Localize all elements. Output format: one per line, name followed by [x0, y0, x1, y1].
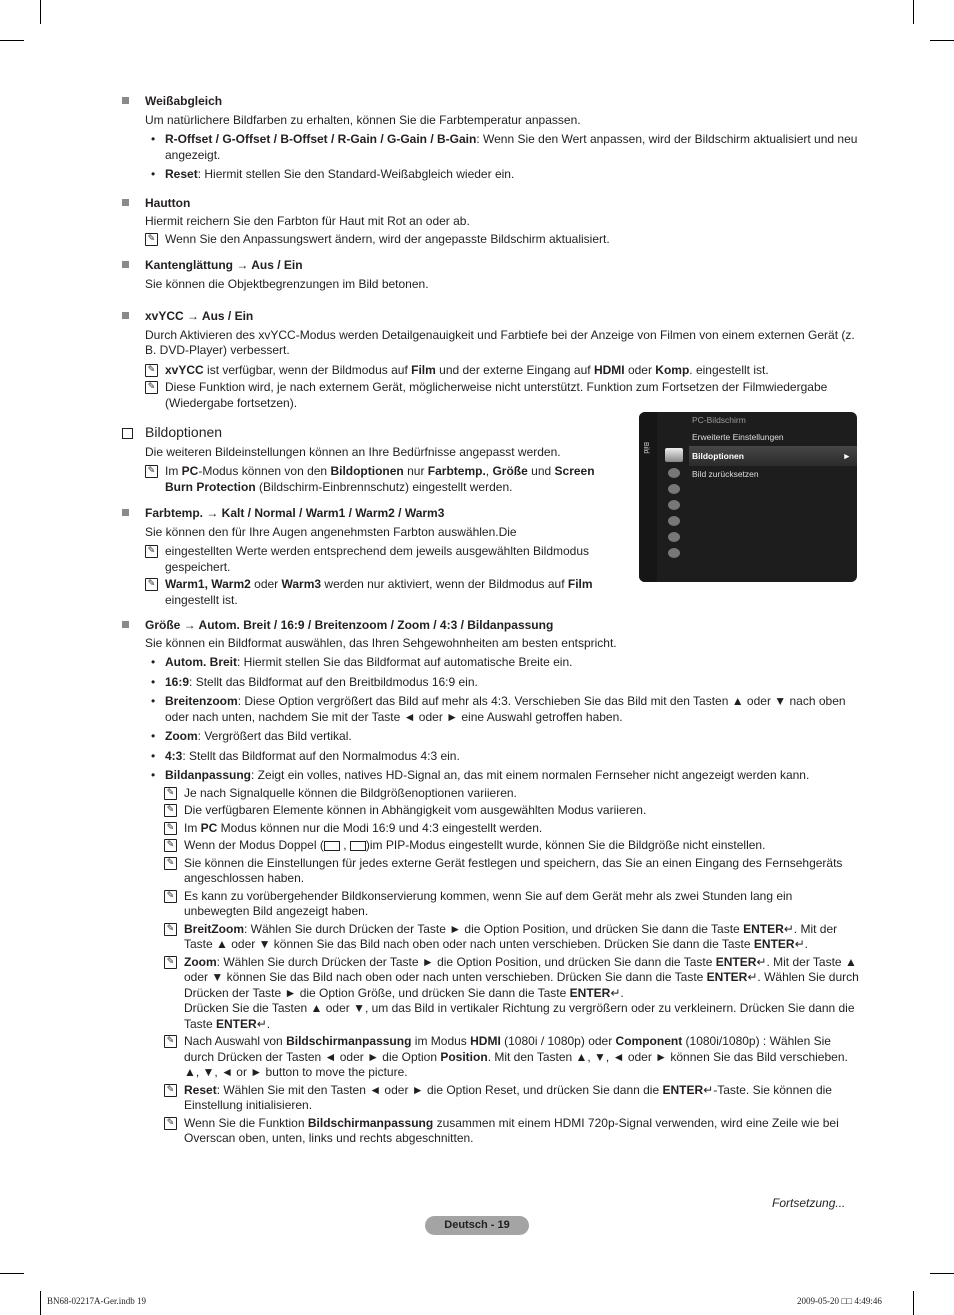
heading-bildoptionen: Bildoptionen	[122, 425, 602, 441]
note-item: ✎ Es kann zu vorübergehender Bildkonservierung kommen, wenn Sie auf dem Gerät mehr als zwei Stunden lang ein unbewegten Bild angezeigt haben.	[164, 889, 860, 920]
section-weissabgleich	[122, 94, 860, 183]
section-title: xvYCC → Aus / Ein	[145, 309, 254, 323]
crop-mark	[40, 1291, 41, 1315]
application-icon	[668, 532, 680, 542]
continuation-label: Fortsetzung...	[772, 1196, 846, 1210]
note-icon: ✎	[164, 1084, 177, 1097]
square-bullet-icon	[122, 312, 129, 319]
enter-icon: ↵	[747, 970, 758, 984]
note-icon: ✎	[145, 545, 158, 558]
menu-vertical-label: Bild	[642, 442, 649, 454]
section-desc: Sie können ein Bildformat auswählen, das Ihren Sehgewohnheiten am besten entspricht.	[145, 635, 617, 650]
menu-icons	[661, 448, 687, 564]
note-icon: ✎	[164, 956, 177, 969]
bullet-item: • 16:9: Stellt das Bildformat auf den Breitbildmodus 16:9 ein.	[145, 675, 860, 691]
section-xvycc	[122, 309, 860, 411]
arrow-right-icon: ►	[842, 451, 851, 461]
note-icon: ✎	[145, 465, 158, 478]
section-desc: Die weiteren Bildeinstellungen können an Ihre Bedürfnisse angepasst werden.	[145, 444, 561, 459]
bullet-item: • R-Offset / G-Offset / B-Offset / R-Gain / G-Gain / B-Gain: Wenn Sie den Wert anpassen, wird der Bildschirm aktualisiert und neu angezeigt.	[145, 132, 860, 163]
crop-mark	[40, 0, 41, 24]
enter-icon: ↵	[794, 937, 805, 951]
note-icon: ✎	[145, 578, 158, 591]
crop-mark	[930, 1273, 954, 1274]
setup-icon	[668, 500, 680, 510]
section-desc: Sie können den für Ihre Augen angenehmsten Farbton auswählen.Die	[145, 524, 517, 539]
tv-menu-screenshot	[639, 412, 857, 582]
note-item: ✎ Nach Auswahl von Bildschirmanpassung im Modus HDMI (1080i / 1080p) oder Component (1080i/1080p) : Wählen Sie durch Drücken der Tasten ◄ oder ► die Option Position. Mit den Tasten ▲, ▼, ◄ oder ► können Sie das Bild verschieben. ▲, ▼, ◄ or ► button to move the picture.	[164, 1034, 860, 1081]
crop-mark	[0, 1273, 24, 1274]
section-title: Größe → Autom. Breit / 16:9 / Breitenzoom / Zoom / 4:3 / Bildanpassung	[145, 618, 554, 632]
note-icon: ✎	[145, 364, 158, 377]
enter-icon: ↵	[610, 985, 621, 1000]
section-title: Farbtemp. → Kalt / Normal / Warm1 / Warm2 / Warm3	[145, 506, 445, 520]
note-item: ✎ Im PC Modus können nur die Modi 16:9 und 4:3 eingestellt werden.	[164, 821, 860, 837]
square-bullet-icon	[122, 97, 129, 104]
note-icon: ✎	[164, 857, 177, 870]
bullet-item: • Autom. Breit: Hiermit stellen Sie das Bildformat auf automatische Breite ein.	[145, 655, 860, 671]
crop-mark	[930, 40, 954, 41]
menu-item-bild-zuruecksetzen[interactable]: Bild zurücksetzen	[692, 469, 759, 479]
enter-icon: ↵	[783, 921, 794, 936]
section-desc: Sie können die Objektbegrenzungen im Bild betonen.	[145, 276, 429, 291]
footer-file: BN68-02217A-Ger.indb 19	[47, 1296, 146, 1306]
section-title: Weißabgleich	[145, 94, 223, 108]
menu-tab	[639, 412, 657, 582]
note-item: ✎ Reset: Wählen Sie mit den Tasten ◄ oder ► die Option Reset, und drücken Sie dann die ENTER↵-Taste. Sie können die Einstellung initialisieren.	[164, 1083, 860, 1114]
square-bullet-icon	[122, 199, 129, 206]
note-item: ✎ Die verfügbaren Elemente können in Abhängigkeit vom ausgewählten Modus variieren.	[164, 803, 860, 819]
note-icon: ✎	[145, 381, 158, 394]
page-content	[122, 94, 860, 1147]
square-bullet-icon	[122, 621, 129, 628]
note-item: ✎ xvYCC ist verfügbar, wenn der Bildmodus auf Film und der externe Eingang auf HDMI oder Komp. eingestellt ist.	[145, 363, 860, 379]
note-item: ✎ eingestellten Werte werden entsprechend dem jeweils ausgewählten Bildmodus gespeichert.	[145, 544, 602, 575]
note-item: ✎ Sie können die Einstellungen für jedes externe Gerät festlegen und speichern, das Sie an einen Eingang des Fernsehgeräts angeschlossen haben.	[164, 856, 860, 887]
section-hautton	[122, 196, 860, 248]
bullet-item: • Bildanpassung: Zeigt ein volles, natives HD-Signal an, das mit einem normalen Fernseher nicht angezeigt werden kann.	[145, 768, 860, 784]
note-icon: ✎	[164, 923, 177, 936]
menu-item-bildoptionen[interactable]: Bildoptionen ►	[689, 446, 857, 466]
section-desc: Hiermit reichern Sie den Farbton für Haut mit Rot an oder ab.	[145, 214, 470, 228]
note-item: ✎ Wenn Sie die Funktion Bildschirmanpassung zusammen mit einem HDMI 720p-Signal verwenden, wird eine Zeile wie bei Overscan oben, unten, links und rechts abgeschnitten.	[164, 1116, 860, 1147]
section-farbtemp	[122, 506, 602, 608]
pip-double-icon	[324, 841, 340, 851]
note-icon: ✎	[145, 233, 158, 246]
menu-item-erweiterte-einstellungen[interactable]: Erweiterte Einstellungen	[692, 432, 784, 442]
note-item: ✎ BreitZoom: Wählen Sie durch Drücken der Taste ► die Option Position, und drücken Sie dann die Taste ENTER↵. Mit der Taste ▲ oder ▼ können Sie das Bild nach oben oder nach unten verschieben. Drücken Sie dann die Taste ENTER↵.	[164, 922, 860, 953]
crop-mark	[913, 1291, 914, 1315]
square-bullet-icon	[122, 261, 129, 268]
picture-icon	[665, 448, 683, 462]
bullet-item: • Zoom: Vergrößert das Bild vertikal.	[145, 729, 860, 745]
note-item: ✎ Wenn der Modus Doppel ( , )im PIP-Modus eingestellt wurde, können Sie die Bildgröße nicht einstellen.	[164, 838, 860, 854]
support-icon	[668, 548, 680, 558]
section-title: Kantenglättung → Aus / Ein	[145, 258, 303, 272]
note-icon: ✎	[164, 822, 177, 835]
checkbox-square-icon	[122, 428, 133, 439]
bullet-item: • Breitenzoom: Diese Option vergrößert das Bild auf mehr als 4:3. Verschieben Sie das Bild mit den Tasten ▲ oder ▼ nach oben oder nach unten, nachdem Sie mit der Taste ◄ oder ► eine Auswahl getroffen haben.	[145, 694, 860, 725]
input-icon	[668, 516, 680, 526]
bullet-item: • 4:3: Stellt das Bildformat auf den Normalmodus 4:3 ein.	[145, 749, 860, 765]
note-icon: ✎	[164, 804, 177, 817]
sub-notes	[164, 786, 860, 1147]
footer-date: 2009-05-20 □□ 4:49:46	[797, 1296, 882, 1306]
channel-icon	[668, 484, 680, 494]
note-item: ✎ Diese Funktion wird, je nach externem Gerät, möglicherweise nicht unterstützt. Funktion zum Fortsetzen der Filmwiedergabe (Wiedergabe fortsetzen).	[145, 380, 860, 411]
section-desc: Um natürlichere Bildfarben zu erhalten, können Sie die Farbtemperatur anpassen.	[145, 112, 581, 127]
crop-mark	[0, 40, 24, 41]
enter-icon: ↵	[756, 954, 767, 969]
crop-mark	[913, 0, 914, 24]
section-desc: Durch Aktivieren des xvYCC-Modus werden Detailgenauigkeit und Farbtiefe bei der Anzeige von Filmen von einem externen Gerät (z. B. DVD-Player) verbessert.	[145, 327, 855, 357]
section-kantenglaettung	[122, 258, 860, 292]
bullet-item: • Reset: Hiermit stellen Sie den Standard-Weißabgleich wieder ein.	[145, 167, 860, 183]
note-icon: ✎	[164, 1035, 177, 1048]
note-item: ✎ Je nach Signalquelle können die Bildgrößenoptionen variieren.	[164, 786, 860, 802]
sound-icon	[668, 468, 680, 478]
enter-icon: ↵	[703, 1082, 714, 1097]
page-number-badge: Deutsch - 19	[425, 1216, 529, 1235]
square-bullet-icon	[122, 509, 129, 516]
enter-icon: ↵	[256, 1016, 267, 1031]
section-groesse	[122, 618, 860, 1147]
note-item: ✎ Wenn Sie den Anpassungswert ändern, wird der angepasste Bildschirm aktualisiert.	[145, 232, 860, 248]
note-icon: ✎	[164, 787, 177, 800]
pip-double-icon	[350, 841, 366, 851]
note-icon: ✎	[164, 890, 177, 903]
note-item: ✎ Zoom: Wählen Sie durch Drücken der Taste ► die Option Position, und drücken Sie dann die Taste ENTER↵. Mit der Taste ▲ oder ▼ können Sie das Bild nach oben oder nach unten verschieben. Drücken Sie dann die Taste ENTER↵. Wählen Sie durch Drücken der Taste ► die Option Größe, und drücken Sie dann die Taste ENTER↵. Drücken Sie die Tasten ▲ oder ▼, um das Bild in vertikaler Richtung zu vergrößern oder zu verkleinern. Drücken Sie dann die Taste ENTER↵.	[164, 955, 860, 1033]
note-icon: ✎	[164, 1117, 177, 1130]
menu-list	[689, 412, 857, 483]
note-item: ✎ Im PC-Modus können von den Bildoptionen nur Farbtemp., Größe und Screen Burn Protection (Bildschirm-Einbrennschutz) eingestellt werden.	[145, 464, 602, 495]
section-title: Hautton	[145, 195, 191, 210]
note-icon: ✎	[164, 839, 177, 852]
menu-item-pc-bildschirm[interactable]: PC-Bildschirm	[692, 415, 746, 425]
note-item: ✎ Warm1, Warm2 oder Warm3 werden nur aktiviert, wenn der Bildmodus auf Film eingestellt ist.	[145, 577, 602, 608]
